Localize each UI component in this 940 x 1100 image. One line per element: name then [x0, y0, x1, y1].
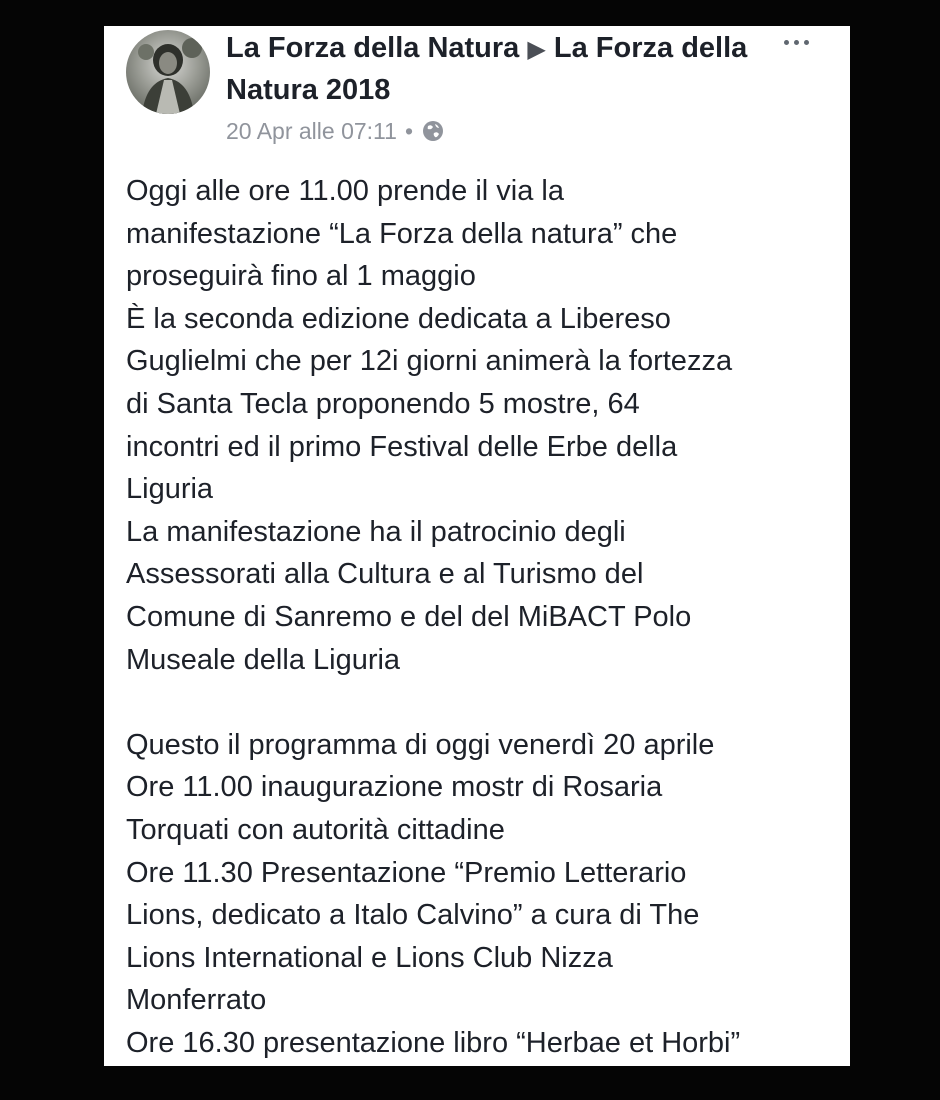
post-text-line: Oggi alle ore 11.00 prende il via la — [126, 175, 564, 207]
dot — [784, 40, 789, 45]
avatar[interactable] — [126, 30, 210, 114]
post-text-line: Lions, dedicato a Italo Calvino” a cura di The — [126, 899, 700, 932]
post-text-line: Museale della Liguria — [126, 643, 401, 676]
post-card — [104, 26, 850, 1066]
dot — [794, 40, 799, 45]
post-text-line: Ore 11.00 inaugurazione mostr di Rosaria — [126, 771, 663, 804]
group-name-link[interactable]: La Forza della Natura 2018 — [226, 32, 748, 106]
timestamp-link[interactable]: 20 Apr alle 07:11 — [226, 117, 397, 144]
meta-dot: • — [404, 117, 413, 144]
avatar-photo — [126, 30, 210, 114]
post-text-line: Guglielmi che per 12i giorni animerà la fortezza — [126, 345, 733, 378]
globe-icon[interactable] — [421, 119, 445, 143]
post-text-line: Lions International e Lions Club Nizza — [126, 941, 613, 974]
post-text-line: La manifestazione ha il patrocinio degli — [126, 515, 626, 548]
post-text-line: Ore 16.30 presentazione libro “Herbae et Horbi” — [126, 1026, 741, 1059]
dot — [804, 40, 809, 45]
post-meta — [226, 114, 445, 148]
post-text-line: Ore 11.30 Presentazione “Premio Letterario — [126, 856, 687, 889]
post-body — [126, 170, 841, 1064]
post-text-line: incontri ed il primo Festival delle Erbe della — [126, 430, 678, 463]
post-text-line: È la seconda edizione dedicata a Libereso — [126, 302, 671, 335]
separator-arrow: ▶ — [527, 36, 546, 63]
post-text-line: proseguirà fino al 1 maggio — [126, 260, 476, 293]
post-text-line: Torquati con autorità cittadine — [126, 813, 505, 846]
post-text-line: Comune di Sanremo e del del MiBACT Polo — [126, 600, 692, 633]
author-name-link[interactable]: La Forza della Natura — [226, 32, 520, 64]
more-options-icon[interactable] — [776, 30, 816, 54]
post-text-line: Assessorati alla Cultura e al Turismo del — [126, 558, 644, 591]
blank-line — [126, 681, 841, 724]
post-text-line: Monferrato — [126, 984, 267, 1017]
post-text-line: di Santa Tecla proponendo 5 mostre, 64 — [126, 387, 640, 420]
post-text-line: manifestazione “La Forza della natura” che — [126, 217, 678, 250]
post-text-line: Questo il programma di oggi venerdì 20 aprile — [126, 728, 715, 761]
post-text-line: Liguria — [126, 473, 214, 506]
post-header-title — [226, 28, 766, 110]
